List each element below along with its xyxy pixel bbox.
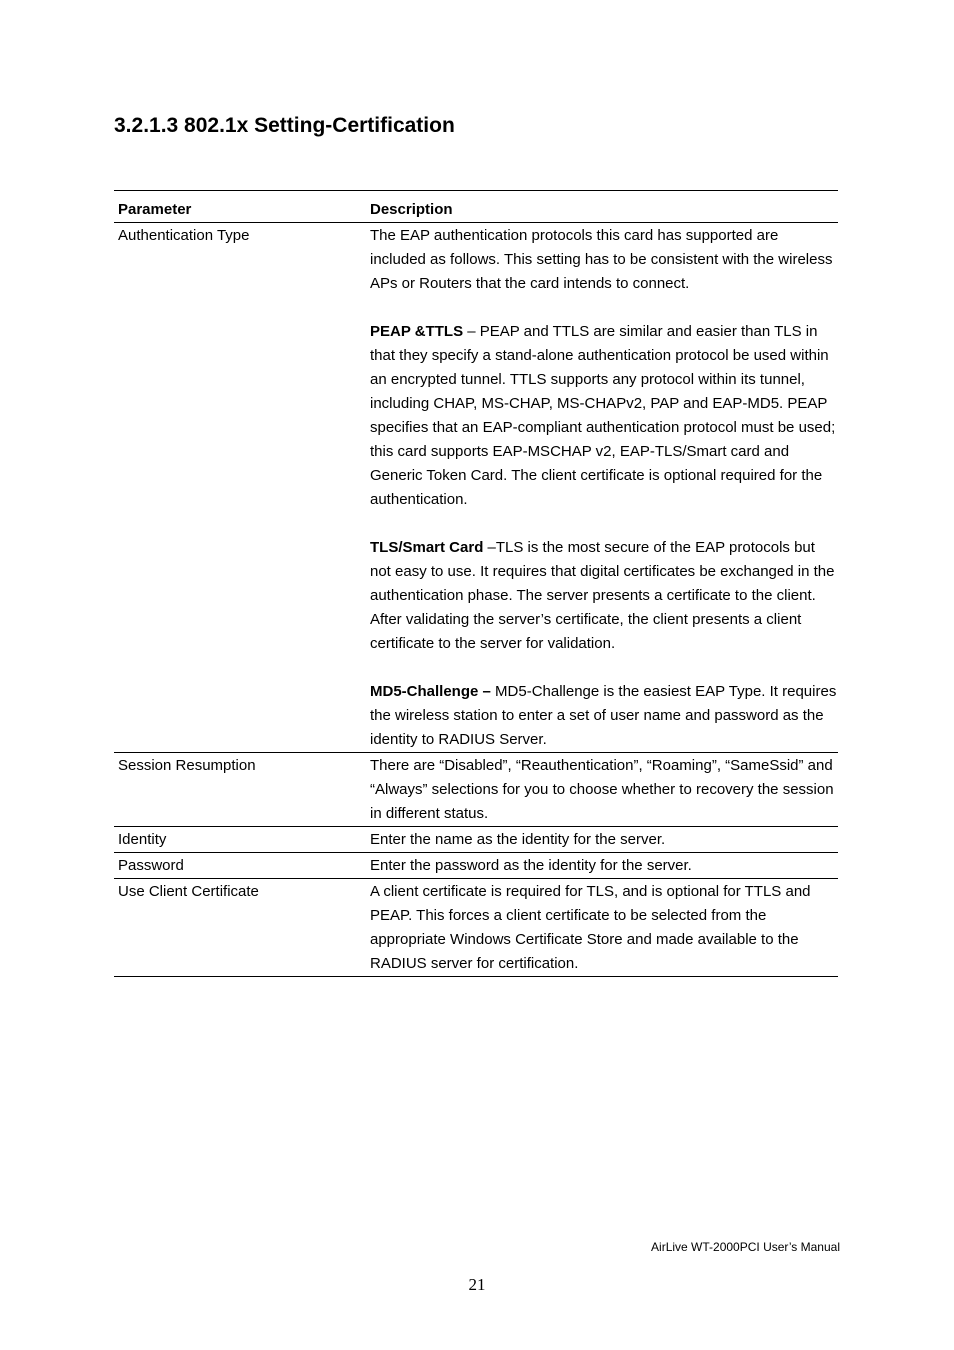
description-text: –TLS is the most secure of the EAP protocols but not easy to use. It requires that digital certificates be exchanged in the authentication phase. The server presents a certificate to the client. After validating the server’s certificate, the client presents a client certificate to the server for validation.: [370, 539, 835, 652]
table-header-row: [114, 191, 838, 223]
header-parameter: Parameter: [114, 191, 366, 223]
description-cell: [366, 853, 838, 879]
description-cell: [366, 223, 838, 753]
description-paragraph: [370, 536, 838, 656]
term-label: TLS/Smart Card: [370, 539, 484, 556]
header-description: Description: [366, 191, 838, 223]
description-text: The EAP authentication protocols this card has supported are included as follows. This setting has to be consistent with the wireless APs or Routers that the card intends to connect.: [370, 227, 833, 292]
description-paragraph: [370, 320, 838, 512]
footer-manual-title: AirLive WT-2000PCI User’s Manual: [651, 1240, 840, 1254]
description-paragraph: [370, 224, 838, 296]
parameter-cell: Authentication Type: [114, 223, 366, 753]
parameter-table: [114, 190, 838, 977]
table-row: [114, 753, 838, 827]
description-paragraph: [370, 880, 838, 976]
description-text: Enter the password as the identity for the server.: [370, 857, 692, 874]
description-text: There are “Disabled”, “Reauthentication”, “Roaming”, “SameSsid” and “Always” selections for you to choose whether to recovery the session in different status.: [370, 757, 834, 822]
term-label: MD5-Challenge –: [370, 683, 491, 700]
description-paragraph: [370, 854, 838, 878]
page-number: 21: [468, 1275, 486, 1294]
description-text: – PEAP and TTLS are similar and easier than TLS in that they specify a stand-alone authentication protocol be used within an encrypted tunnel. TTLS supports any protocol within its tunnel, including CHAP, MS-CHAP, MS-CHAPv2, PAP and EAP-MD5. PEAP specifies that an EAP-compliant authentication protocol must be used; this card supports EAP-MSCHAP v2, EAP-TLS/Smart card and Generic Token Card. The client certificate is optional required for the authentication.: [370, 323, 836, 508]
table-row: [114, 853, 838, 879]
description-text: A client certificate is required for TLS, and is optional for TTLS and PEAP. This forces a client certificate to be selected from the appropriate Windows Certificate Store and made available to the RADIUS server for certification.: [370, 883, 811, 972]
description-text: Enter the name as the identity for the server.: [370, 831, 666, 848]
parameter-cell: Identity: [114, 827, 366, 853]
section-heading: 3.2.1.3 802.1x Setting-Certification: [114, 114, 455, 137]
term-label: PEAP &TTLS: [370, 323, 464, 340]
description-text: MD5-Challenge is the easiest EAP Type. It requires the wireless station to enter a set of user name and password as the identity to RADIUS Server.: [370, 683, 837, 748]
description-paragraph: [370, 680, 838, 752]
parameter-cell: Session Resumption: [114, 753, 366, 827]
description-cell: [366, 753, 838, 827]
table-row: [114, 223, 838, 753]
parameter-cell: Password: [114, 853, 366, 879]
description-paragraph: [370, 754, 838, 826]
table-body: [114, 223, 838, 977]
table-row: [114, 827, 838, 853]
description-cell: [366, 879, 838, 977]
parameter-cell: Use Client Certificate: [114, 879, 366, 977]
description-paragraph: [370, 828, 838, 852]
description-cell: [366, 827, 838, 853]
table-row: [114, 879, 838, 977]
